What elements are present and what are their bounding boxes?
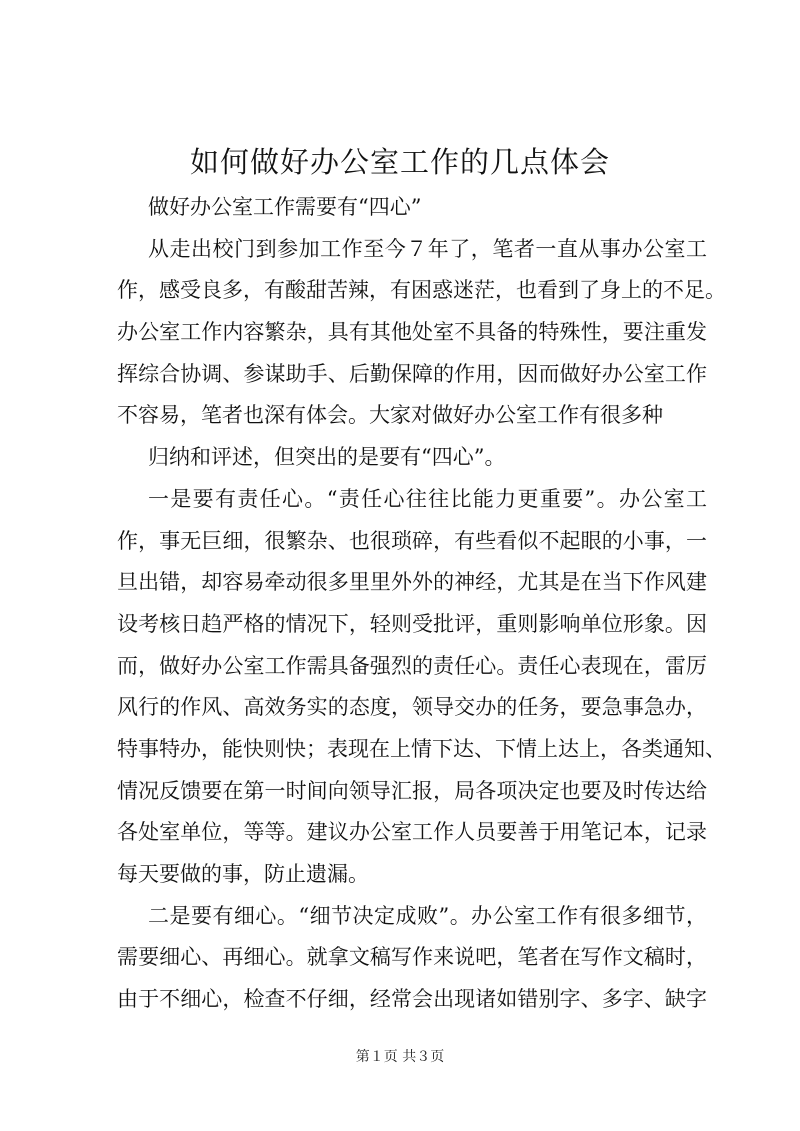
paragraph-line: 挥综合协调、参谋助手、后勤保障的作用，因而做好办公室工作 bbox=[117, 361, 707, 386]
paragraph-line: 归纳和评述，但突出的是要有“四心”。 bbox=[148, 445, 506, 470]
paragraph-line: 情况反馈要在第一时间向领导汇报，局各项决定也要及时传达给 bbox=[117, 778, 707, 803]
document-body bbox=[117, 187, 726, 1021]
paragraph-line: 二是要有细心。“细节决定成败”。办公室工作有很多细节， bbox=[148, 903, 707, 928]
paragraph-line: 需要细心、再细心。就拿文稿写作来说吧，笔者在写作文稿时， bbox=[117, 945, 707, 970]
paragraph-line: 旦出错，却容易牵动很多里里外外的神经，尤其是在当下作风建 bbox=[117, 570, 707, 595]
document-title: 如何做好办公室工作的几点体会 bbox=[189, 145, 610, 179]
page-number-footer: 第１页 共３页 bbox=[355, 1049, 445, 1065]
paragraph-line: 一是要有责任心。“责任心往往比能力更重要”。办公室工 bbox=[148, 486, 707, 511]
paragraph-line: 风行的作风、高效务实的态度，领导交办的任务，要急事急办， bbox=[117, 695, 707, 720]
paragraph-line: 不容易，笔者也深有体会。大家对做好办公室工作有很多种 bbox=[117, 403, 663, 428]
paragraph-line: 特事特办，能快则快；表现在上情下达、下情上达上，各类通知、 bbox=[117, 736, 726, 761]
paragraph-line: 作，事无巨细，很繁杂、也很琐碎，有些看似不起眼的小事，一 bbox=[117, 528, 707, 553]
paragraph-line: 而，做好办公室工作需具备强烈的责任心。责任心表现在，雷厉 bbox=[117, 653, 707, 678]
paragraph-line: 设考核日趋严格的情况下，轻则受批评，重则影响单位形象。因 bbox=[117, 611, 707, 636]
paragraph-line: 从走出校门到参加工作至今７年了，笔者一直从事办公室工 bbox=[148, 236, 707, 261]
paragraph-line: 作，感受良多，有酸甜苦辣，有困惑迷茫，也看到了身上的不足。 bbox=[117, 278, 726, 303]
paragraph-line: 办公室工作内容繁杂，具有其他处室不具备的特殊性，要注重发 bbox=[117, 320, 707, 345]
paragraph-line: 做好办公室工作需要有“四心” bbox=[148, 195, 422, 219]
paragraph-line: 各处室单位，等等。建议办公室工作人员要善于用笔记本，记录 bbox=[117, 820, 707, 845]
paragraph-line: 由于不细心，检查不仔细，经常会出现诸如错别字、多字、缺字 bbox=[117, 987, 707, 1012]
paragraph-line: 每天要做的事，防止遗漏。 bbox=[117, 862, 369, 886]
